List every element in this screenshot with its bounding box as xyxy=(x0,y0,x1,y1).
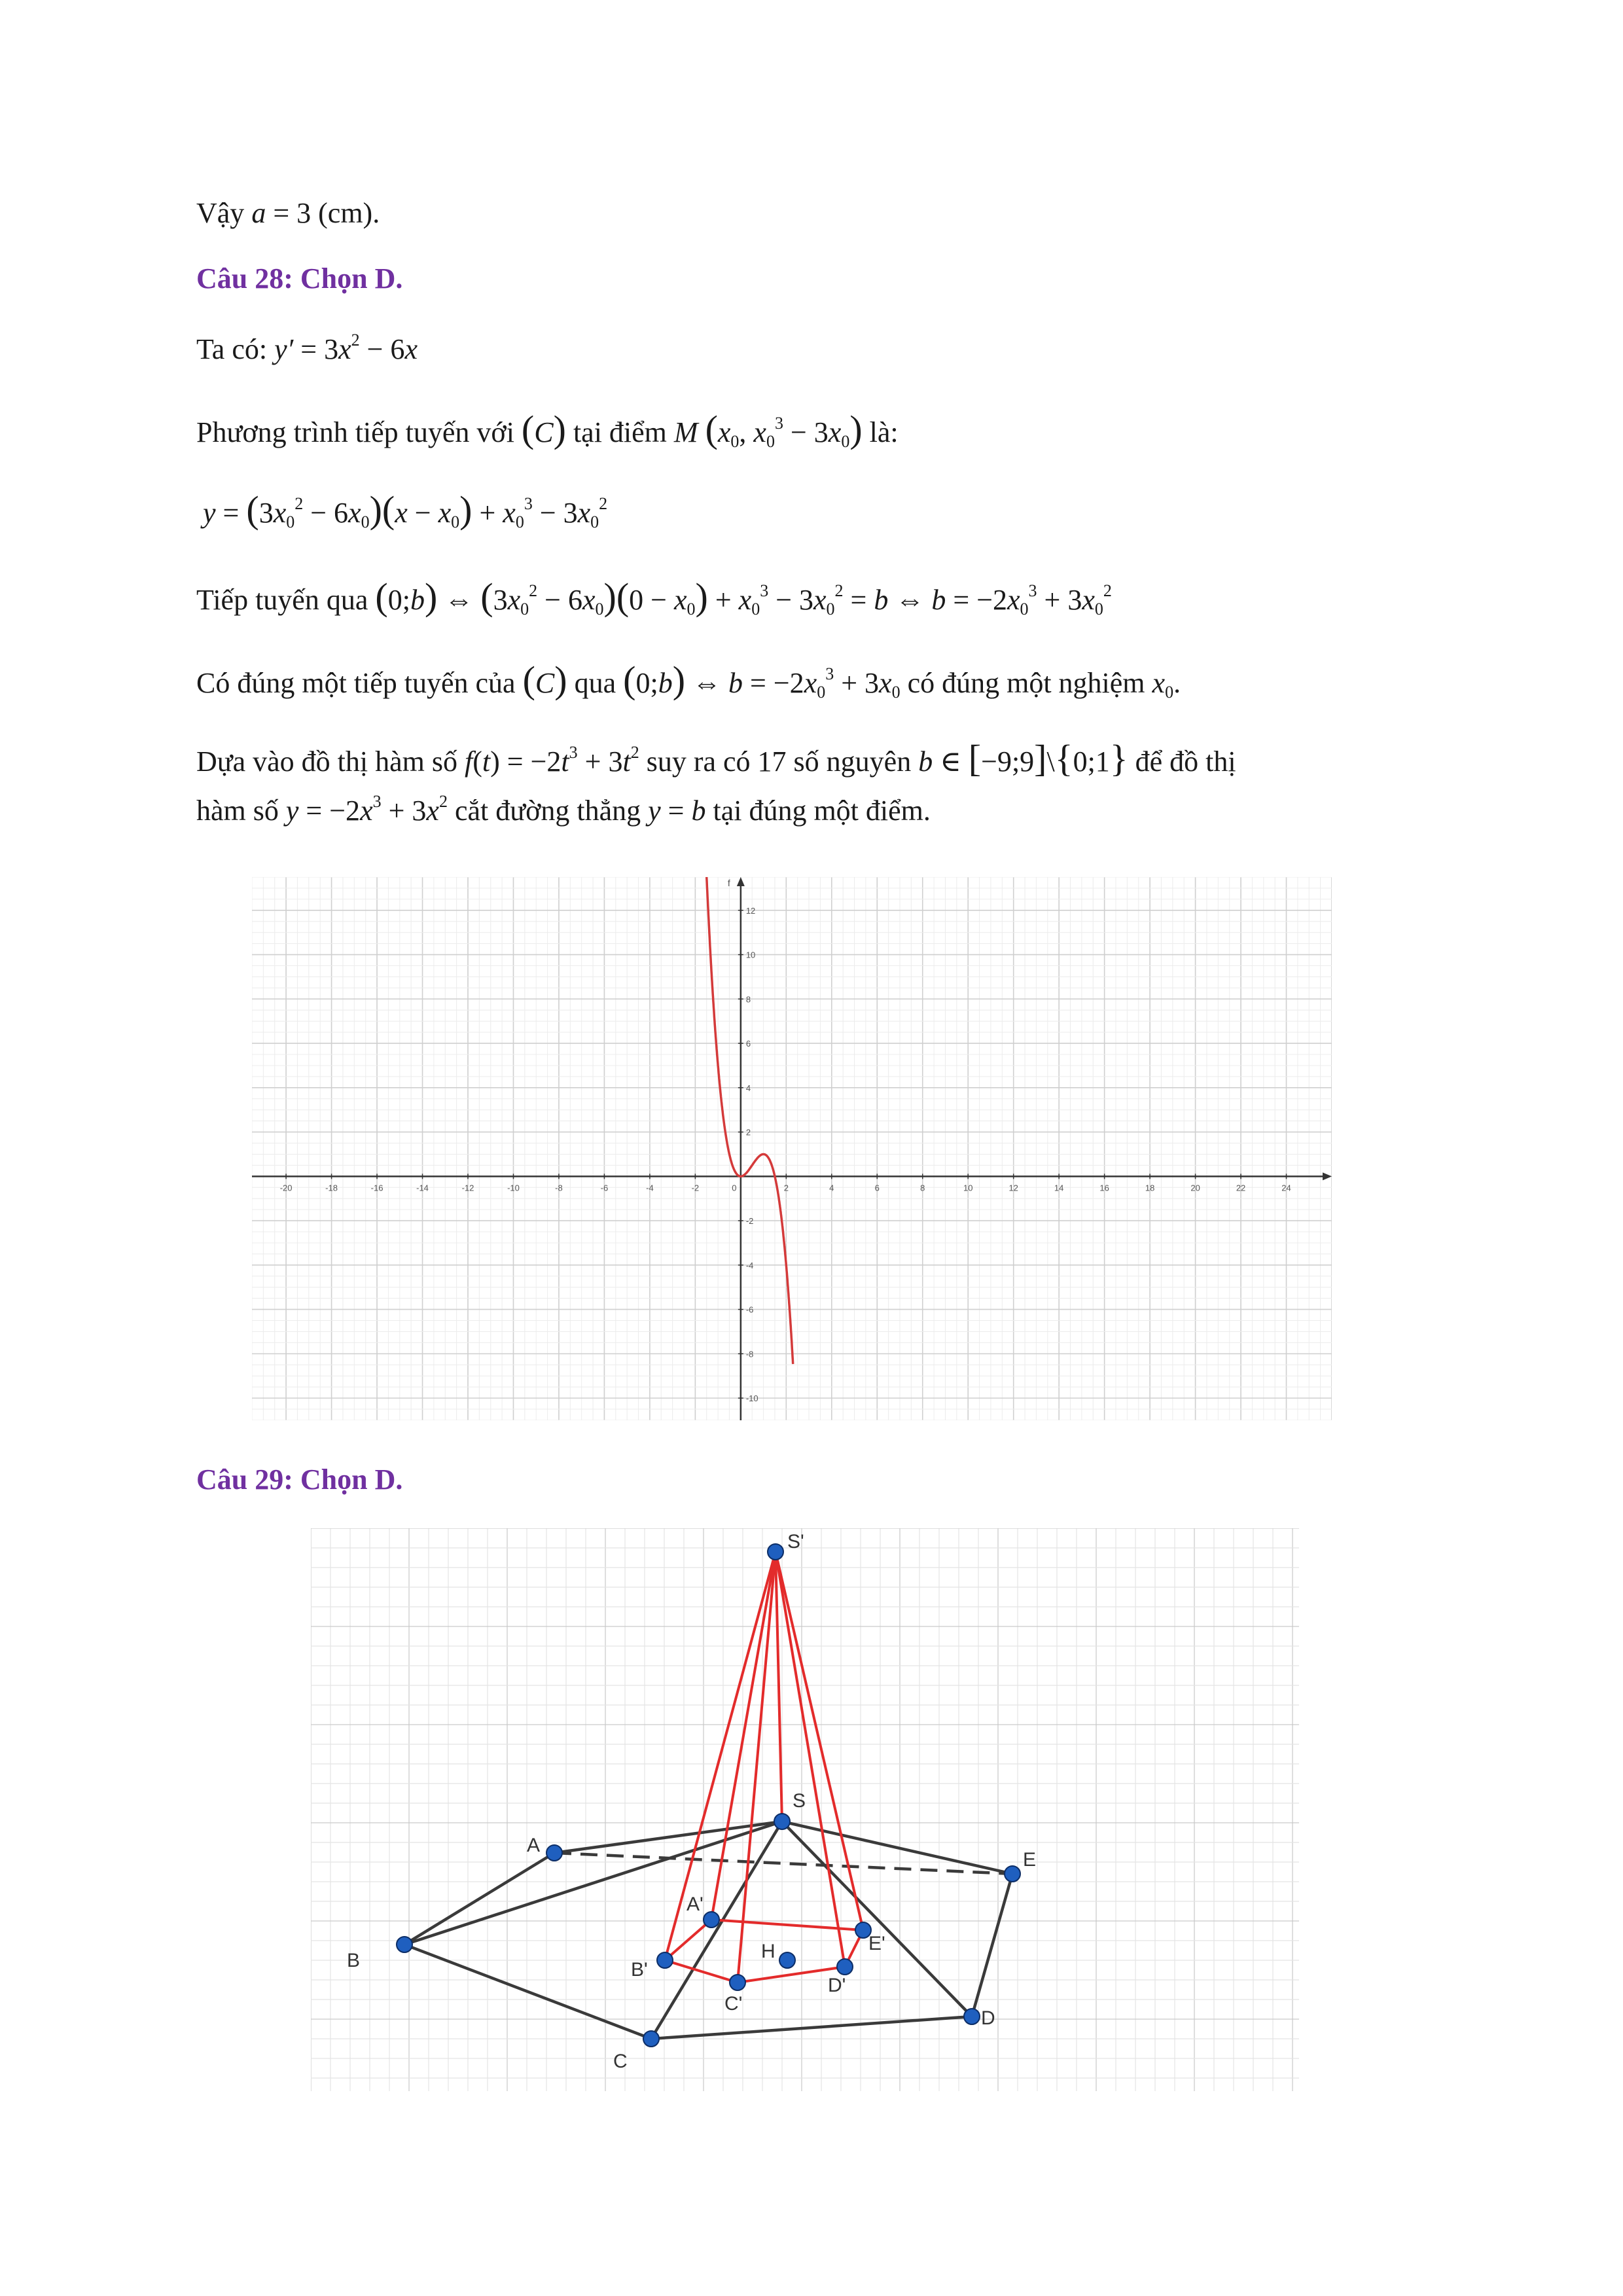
x-tick-label: -14 xyxy=(416,1183,429,1193)
x-tick-label: 2 xyxy=(783,1183,789,1193)
x-tick-label: 6 xyxy=(874,1183,880,1193)
function-graph xyxy=(252,877,1332,1420)
x-tick-label: -18 xyxy=(325,1183,338,1193)
x-tick-label: -8 xyxy=(555,1183,563,1193)
x-tick-label: -6 xyxy=(600,1183,609,1193)
y-tick-label: -6 xyxy=(745,1304,754,1315)
point-label: S' xyxy=(787,1531,804,1552)
graph-argument-line-2: hàm số $y = -2x^3 + 3x^2$ cắt đường thẳng y = b tại đúng một điểm. xyxy=(196,792,931,827)
point xyxy=(397,1937,412,1952)
y-tick-label: 6 xyxy=(745,1039,751,1049)
point xyxy=(730,1975,745,1990)
red-edge-2 xyxy=(738,1552,776,1982)
edge-cd xyxy=(651,2017,972,2039)
point-label: A' xyxy=(687,1893,704,1915)
y-tick-label: 12 xyxy=(745,905,756,916)
x-tick-label: 12 xyxy=(1008,1183,1018,1193)
conclusion-line: Vậy a = 3 (cm). xyxy=(196,197,380,229)
edge-s-a xyxy=(554,1821,782,1853)
x-tick-label: 24 xyxy=(1281,1183,1291,1193)
tangent-equation: $y = (3x_0^2 - 6x_0)(x - x_0) + x_0^3 - 3x_0^2$ xyxy=(203,488,608,531)
x-tick-label: 22 xyxy=(1236,1183,1246,1193)
point xyxy=(964,2009,980,2024)
edge-de xyxy=(972,1874,1012,2017)
y-tick-label: 2 xyxy=(745,1127,751,1138)
heading-cau-28: Câu 28: Chọn D. xyxy=(196,262,403,295)
edge-bc xyxy=(404,1945,651,2039)
point-label: D xyxy=(981,2007,995,2029)
tangent-through-line: Tiếp tuyến qua (0;b) ⇔ $(3x_0^2 - 6x_0)(0 - x_0) + x_0^3 - 3x_0^2 = b$ ⇔ $b = -2x_0^3 + 3x_0^2$ xyxy=(196,575,1112,619)
x-tick-label: 18 xyxy=(1145,1183,1155,1193)
graph-argument-line: Dựa vào đồ thị hàm số $f(t) = -2t^3 + 3t^2$ suy ra có 17 số nguyên b ∈ [−9;9]\{0;1} để đồ thị xyxy=(196,737,1236,780)
point xyxy=(768,1544,783,1560)
point xyxy=(546,1845,562,1861)
x-tick-label: 10 xyxy=(963,1183,973,1193)
x-tick-label: 20 xyxy=(1190,1183,1200,1193)
red-ab xyxy=(665,1920,711,1960)
point-label: C xyxy=(613,2051,628,2072)
point-label: D' xyxy=(828,1975,846,1996)
point-label: H xyxy=(761,1941,776,1962)
x-tick-label: 8 xyxy=(920,1183,925,1193)
edge-ab xyxy=(404,1853,554,1945)
x-tick-label: 14 xyxy=(1054,1183,1064,1193)
x-tick-label: -10 xyxy=(507,1183,520,1193)
x-axis-arrow xyxy=(1323,1172,1332,1180)
point xyxy=(779,1952,795,1968)
point xyxy=(837,1959,853,1975)
y-tick-label: 10 xyxy=(745,950,756,960)
edge-ae-hidden xyxy=(554,1853,1012,1874)
y-axis-arrow xyxy=(737,877,745,886)
red-bc xyxy=(665,1960,738,1982)
edge-s-d xyxy=(782,1821,972,2017)
tangent-intro-line: Phương trình tiếp tuyến với (C) tại điểm M ($x_0$, $x_0^3 - 3x_0$) là: xyxy=(196,408,899,451)
point-label: S xyxy=(793,1790,806,1812)
pyramid-diagram xyxy=(311,1528,1299,2091)
point-label: C' xyxy=(724,1993,743,2015)
x-tick-label: -12 xyxy=(461,1183,474,1193)
x-tick-label: -20 xyxy=(279,1183,293,1193)
point-label: E' xyxy=(868,1933,885,1954)
x-tick-label: 16 xyxy=(1099,1183,1109,1193)
x-tick-label: 0 xyxy=(732,1183,737,1193)
y-tick-label: -4 xyxy=(745,1260,754,1270)
red-edge-3 xyxy=(776,1552,845,1967)
point-label: A xyxy=(527,1835,541,1856)
y-tick-label: -8 xyxy=(745,1349,754,1359)
point xyxy=(704,1912,719,1928)
x-tick-label: -4 xyxy=(646,1183,654,1193)
point xyxy=(657,1952,673,1968)
x-tick-label: -16 xyxy=(370,1183,383,1193)
heading-cau-29: Câu 29: Chọn D. xyxy=(196,1463,403,1496)
y-axis-label: f xyxy=(727,878,730,888)
point xyxy=(774,1814,790,1829)
x-tick-label: 4 xyxy=(829,1183,834,1193)
red-edge-1 xyxy=(665,1552,776,1960)
point xyxy=(1005,1866,1020,1882)
y-tick-label: -2 xyxy=(745,1216,754,1227)
derivative-line: Ta có: $y' = 3x^2 - 6x$ xyxy=(196,331,418,365)
red-edge-4 xyxy=(776,1552,863,1930)
point xyxy=(643,2031,659,2047)
point-label: B xyxy=(347,1950,361,1971)
y-tick-label: 4 xyxy=(745,1083,751,1093)
x-tick-label: -2 xyxy=(691,1183,700,1193)
y-tick-label: -10 xyxy=(745,1393,758,1404)
unique-tangent-line: Có đúng một tiếp tuyến của (C) qua (0;b) ⇔ $b = -2x_0^3 + 3x_0$ có đúng một nghiệm $x_0$. xyxy=(196,658,1181,702)
point-label: E xyxy=(1023,1849,1037,1871)
point-label: B' xyxy=(631,1959,648,1981)
y-tick-label: 8 xyxy=(745,994,751,1005)
